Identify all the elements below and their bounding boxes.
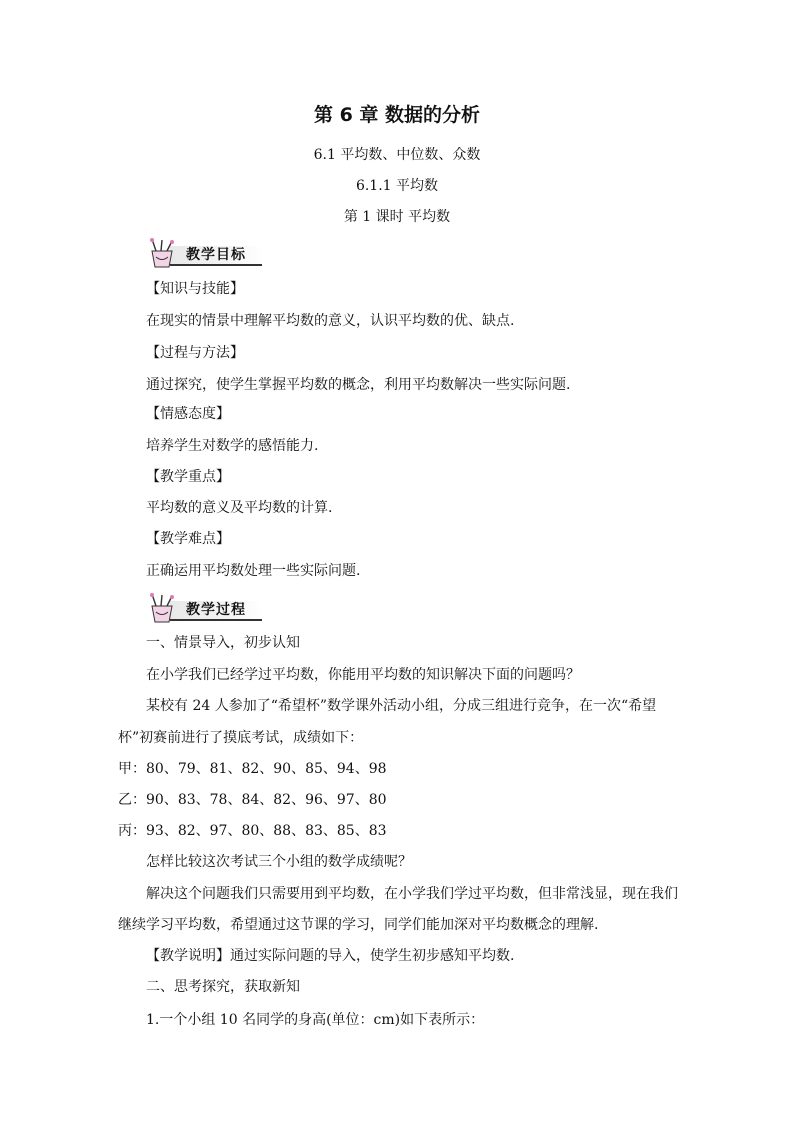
paragraph-problem-line1: 某校有 24 人参加了“希望杯”数学课外活动小组，分成三组进行竞争，在一次“希望 — [146, 698, 657, 714]
lesson-title: 第 1 课时 平均数 — [343, 209, 451, 225]
text-knowledge: 在现实的情景中理解平均数的意义，认识平均数的优、缺点. — [146, 313, 515, 329]
heading-process: 【过程与方法】 — [146, 345, 244, 361]
heading-knowledge: 【知识与技能】 — [146, 281, 244, 297]
pencil-cup-icon — [146, 592, 186, 624]
paragraph-intro: 在小学我们已经学过平均数，你能用平均数的知识解决下面的问题吗？ — [146, 667, 580, 683]
step2-title: 二、思考探究，获取新知 — [146, 979, 300, 995]
heading-key-point: 【教学重点】 — [146, 469, 230, 485]
process-badge — [146, 592, 270, 622]
scores-group-c: 丙：93、82、97、80、88、83、85、83 — [118, 823, 387, 839]
badge-label: 教学目标 — [186, 247, 246, 263]
question-text: 怎样比较这次考试三个小组的数学成绩呢？ — [146, 854, 412, 870]
scores-group-b: 乙：90、83、78、84、82、96、97、80 — [118, 792, 387, 808]
section-title: 6.1 平均数、中位数、众数 — [313, 147, 481, 163]
scores-group-a: 甲：80、79、81、82、90、85、94、98 — [118, 761, 387, 777]
text-process: 通过探究，使学生掌握平均数的概念，利用平均数解决一些实际问题. — [146, 377, 571, 393]
subsection-title: 6.1.1 平均数 — [355, 178, 439, 194]
step1-title: 一、情景导入，初步认知 — [146, 635, 300, 651]
badge-label: 教学过程 — [186, 602, 246, 618]
paragraph-problem-line2: 杯”初赛前进行了摸底考试，成绩如下： — [118, 730, 364, 746]
text-difficulty: 正确运用平均数处理一些实际问题. — [146, 563, 361, 579]
chapter-title: 第 6 章 数据的分析 — [313, 104, 481, 126]
objectives-badge — [146, 237, 270, 267]
text-attitude: 培养学生对数学的感悟能力. — [146, 438, 319, 454]
heading-difficulty: 【教学难点】 — [146, 531, 230, 547]
heading-attitude: 【情感态度】 — [146, 406, 230, 422]
pencil-cup-icon — [146, 237, 186, 269]
paragraph-solution-line2: 继续学习平均数，希望通过这节课的学习，同学们能加深对平均数概念的理解. — [118, 917, 599, 933]
text-key-point: 平均数的意义及平均数的计算. — [146, 500, 333, 516]
teaching-note: 【教学说明】通过实际问题的导入，使学生初步感知平均数. — [146, 948, 515, 964]
paragraph-solution-line1: 解决这个问题我们只需要用到平均数，在小学我们学过平均数，但非常浅显，现在我们 — [146, 886, 678, 902]
question-1: 1.一个小组 10 名同学的身高(单位：cm)如下表所示： — [146, 1012, 485, 1028]
